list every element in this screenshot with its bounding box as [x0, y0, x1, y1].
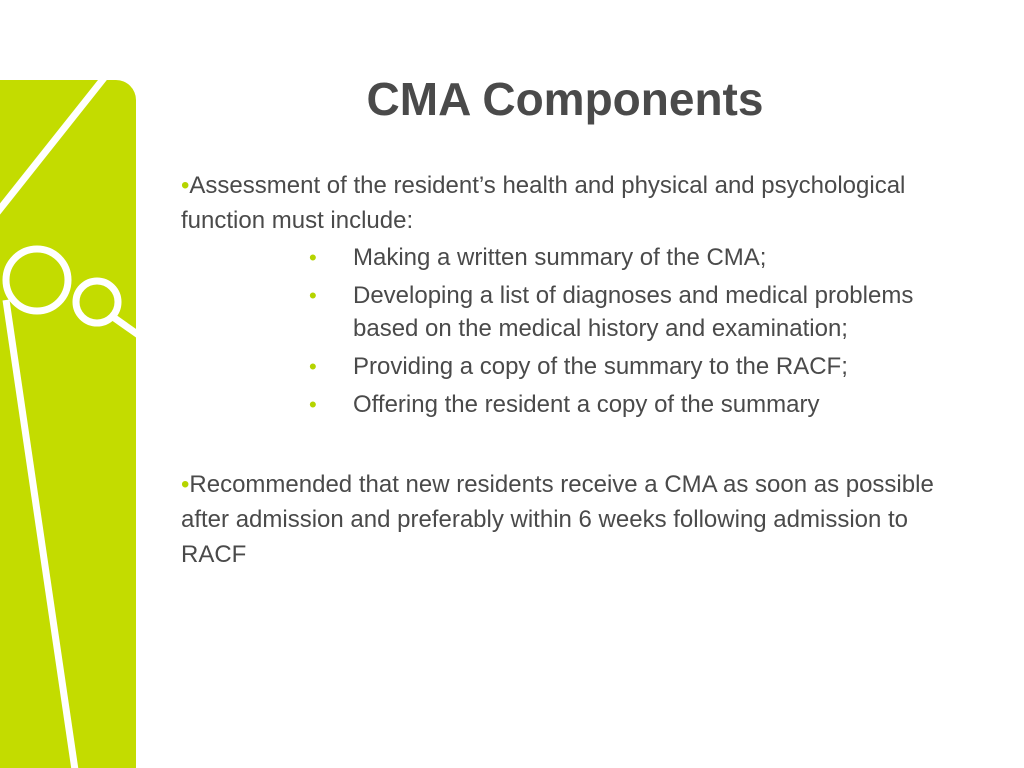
list-item-text: Making a written summary of the CMA; [353, 244, 767, 271]
list-item-text: Developing a list of diagnoses and medical problems based on the medical history and examination; [353, 282, 914, 342]
list-item [181, 279, 961, 345]
assessment-sublist [181, 241, 961, 421]
bullet-dot-icon: • [181, 471, 190, 498]
bullet-dot-icon: • [309, 392, 317, 417]
list-item-text: Providing a copy of the summary to the RACF; [353, 353, 848, 380]
bullet-text: Assessment of the resident’s health and physical and psychological function must include: [181, 172, 906, 234]
bullet-recommendation [181, 467, 961, 572]
bullet-dot-icon: • [309, 283, 317, 308]
bullet-assessment [181, 168, 961, 238]
list-item [181, 241, 961, 274]
bullet-dot-icon: • [309, 354, 317, 379]
list-item [181, 388, 961, 421]
slide-content [181, 168, 961, 572]
list-item-text: Offering the resident a copy of the summary [353, 391, 820, 418]
bullet-text: Recommended that new residents receive a CMA as soon as possible after admission and preferably within 6 weeks following admission to RACF [181, 471, 934, 568]
bullet-dot-icon: • [309, 245, 317, 270]
spacer [181, 426, 961, 467]
slide-title: CMA Components [366, 73, 764, 125]
bullet-dot-icon: • [181, 172, 190, 199]
list-item [181, 350, 961, 383]
